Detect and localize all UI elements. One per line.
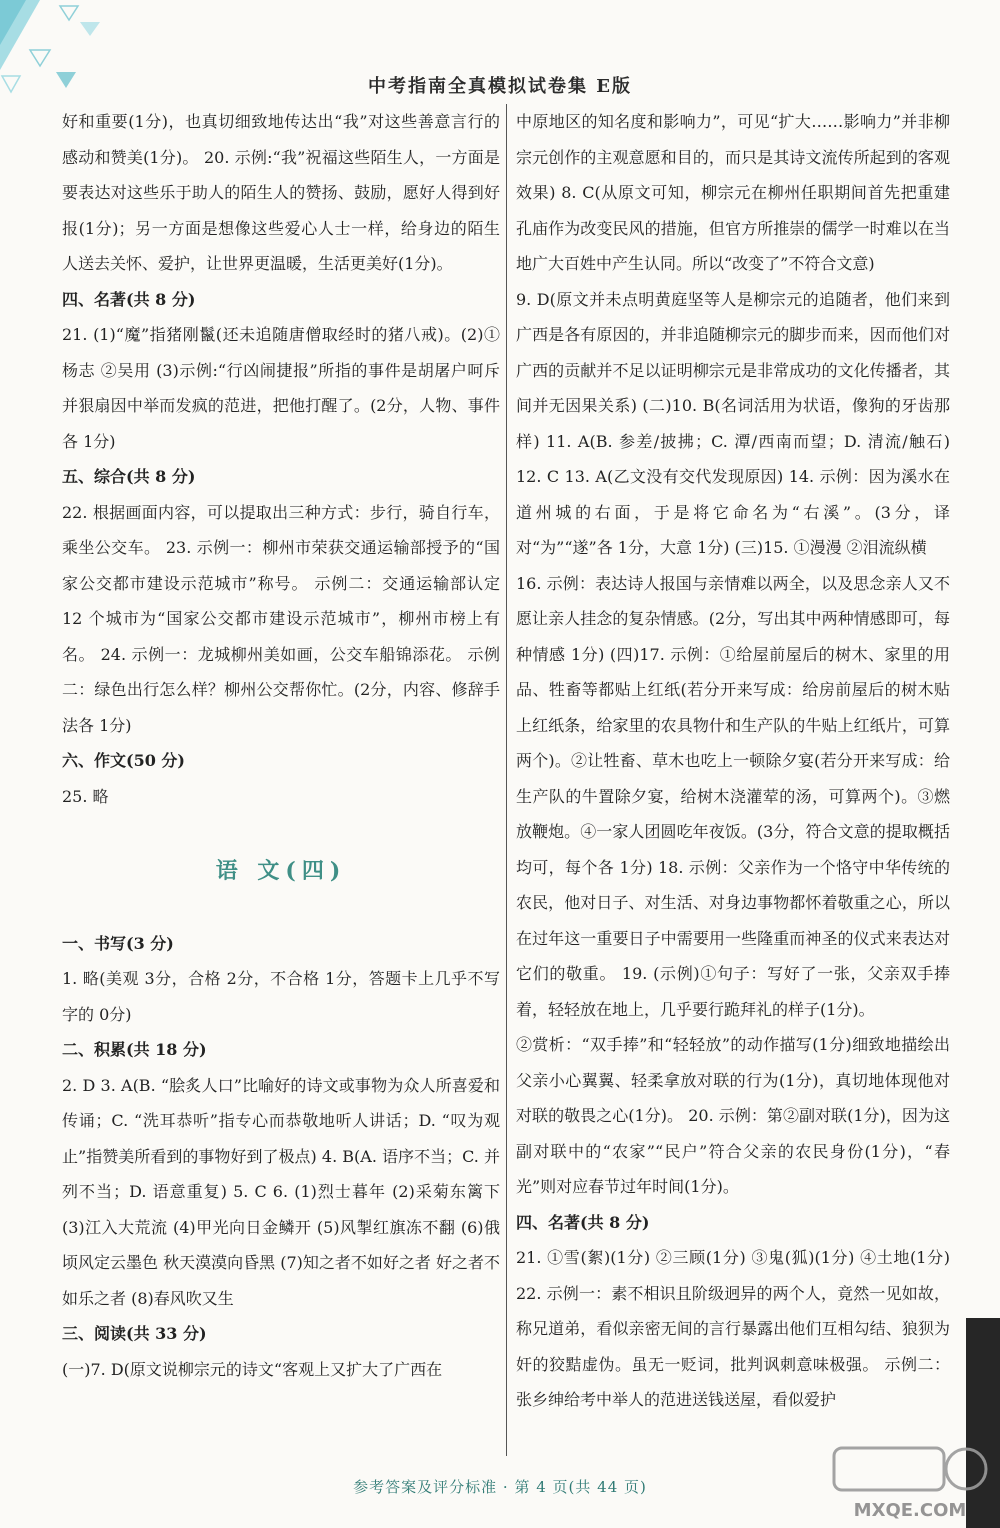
section-heading: 二、积累(共 18 分) bbox=[62, 1040, 207, 1059]
left-text-block-2 bbox=[62, 926, 500, 1388]
answer-paragraph: 21. ①雪(絮)(1分) ②三顾(1分) ③鬼(狐)(1分) ④土地(1分) 22. 示例一：素不相识且阶级迥异的两个人，竟然一见如故，称兄道弟，看似亲密无间的言行暴露出他们互相勾结、狼狈为奸的狡黠虚伪。虽无一贬词，批判讽刺意味极强。 示例二：张乡绅给考中举人的范进送钱送屋，看似爱护 bbox=[516, 1248, 950, 1409]
watermark-text: MXQE.COM bbox=[853, 1500, 967, 1521]
left-text-block bbox=[62, 104, 500, 814]
answer-paragraph: 2. D 3. A(B. “脍炙人口”比喻好的诗文或事物为众人所喜爱和传诵；C. “洗耳恭听”指专心而恭敬地听人讲话；D. “叹为观止”指赞美所看到的事物好到了极点) 4. B(A. 语序不当；C. 并列不当；D. 语意重复) 5. C 6. (1)烈士暮年 (2)采菊东篱下 (3)江入大荒流 (4)甲光向日金鳞开 (5)风掣红旗冻不翻 (6)俄顷风定云墨色 秋天漠漠向昏黑 (7)知之者不如好之者 好之者不如乐之者 (8)春风吹又生 bbox=[62, 1075, 500, 1308]
answer-paragraph: 16. 示例：表达诗人报国与亲情难以两全，以及思念亲人又不愿让亲人挂念的复杂情感。(2分，写出其中两种情感即可，每种情感 1分) (四)17. 示例：①给屋前屋后的树木、家里的用品、牲畜等都贴上红纸(若分开来写成：给房前屋后的树木贴上红纸条，给家里的农具物什和生产队的牛贴上红纸片，可算两个)。②让牲畜、草木也吃上一顿除夕宴(若分开来写成：给生产队的牛置除夕宴，给树木浇灌荤的汤，可算两个)。③燃放鞭炮。④一家人团圆吃年夜饭。(3分，符合文意的提取概括均可，每个各 1分) 18. 示例：父亲作为一个恪守中华传统的农民，他对日子、对生活、对身边事物都怀着敬重之心，所以在过年这一重要日子中需要用一些隆重而神圣的仪式来表达对它们的敬重。 19. (示例)①句子：写好了一张，父亲双手捧着，轻轻放在地上，几乎要行跪拜礼的样子(1分)。 bbox=[516, 573, 950, 1019]
answer-paragraph: 22. 根据画面内容，可以提取出三种方式：步行，骑自行车，乘坐公交车。 23. 示例一：柳州市荣获交通运输部授予的“国家公交都市建设示范城市”称号。 示例二：交通运输部认定 12 个城市为“国家公交都市建设示范城市”，柳州市榜上有名。 24. 示例一：龙城柳州美如画，公交车船锦添花。 示例二：绿色出行怎么样？柳州公交帮你忙。(2分，内容、修辞手法各 1分) bbox=[62, 502, 500, 735]
answer-paragraph: 25. 略 bbox=[62, 786, 109, 806]
answer-paragraph: 中原地区的知名度和影响力”，可见“扩大……影响力”并非柳宗元创作的主观意愿和目的，而只是其诗文流传所起到的客观效果) 8. C(从原文可知，柳宗元在柳州任职期间首先把重建孔庙作为改变民风的措施，但官方所推崇的儒学一时难以在当地广大百姓中产生认同。所以“改变了”不符合文意) bbox=[516, 112, 950, 273]
right-text-block bbox=[516, 104, 950, 1418]
answer-paragraph: 9. D(原文并未点明黄庭坚等人是柳宗元的追随者，他们来到广西是各有原因的，并非追随柳宗元的脚步而来，因而他们对广西的贡献并不足以证明柳宗元是非常成功的文化传播者，其间并无因果关系) (二)10. B(名词活用为状语，像狗的牙齿那样) 11. A(B. 参差/披拂；C. 潭/西南而望；D. 清流/触石) 12. C 13. A(乙文没有交代发现原因) 14. 示例：因为溪水在道州城的右面，于是将它命名为“右溪”。(3分，译对“为”“遂”各 1分，大意 1分) (三)15. ①漫漫 ②泪流纵横 bbox=[516, 289, 950, 557]
section-heading: 六、作文(50 分) bbox=[62, 751, 185, 770]
answer-paragraph: 好和重要(1分)，也真切细致地传达出“我”对这些善意言行的感动和赞美(1分)。 20. 示例:“我”祝福这些陌生人，一方面是要表达对这些乐于助人的陌生人的赞扬、鼓励，愿好人得到好报(1分)；另一方面是想像这些爱心人士一样，给身边的陌生人送去关怀、爱护，让世界更温暖，生活更美好(1分)。 bbox=[62, 112, 500, 273]
answer-paragraph: (一)7. D(原文说柳宗元的诗文“客观上又扩大了广西在 bbox=[62, 1359, 443, 1379]
page-footer: 参考答案及评分标准 · 第 4 页(共 44 页) bbox=[353, 1478, 647, 1496]
answer-paragraph: 21. (1)“魔”指猪刚鬣(还未追随唐僧取经时的猪八戒)。(2)①杨志 ②吴用 (3)示例:“行凶闹捷报”所指的事件是胡屠户呵斥并狠扇因中举而发疯的范进，把他打醒了。(2分，人物、事件各 1分) bbox=[62, 325, 500, 451]
section-heading: 三、阅读(共 33 分) bbox=[62, 1324, 207, 1343]
section-heading: 五、综合(共 8 分) bbox=[62, 467, 196, 486]
left-column bbox=[62, 104, 500, 1387]
answer-paragraph: 1. 略(美观 3分，合格 2分，不合格 1分，答题卡上几乎不写字的 0分) bbox=[62, 969, 500, 1024]
column-divider bbox=[506, 104, 507, 1456]
section-heading: 一、书写(3 分) bbox=[62, 933, 174, 953]
section-title: 语 文(四) bbox=[215, 858, 347, 884]
answer-paragraph: ②赏析：“双手捧”和“轻轻放”的动作描写(1分)细致地描绘出父亲小心翼翼、轻柔拿放对联的行为(1分)，真切地体现他对对联的敬畏之心(1分)。 20. 示例：第②副对联(1分)，因为这副对联中的“农家”“民户”符合父亲的农民身份(1分)，“春光”则对应春节过年时间(1分)。 bbox=[516, 1035, 950, 1196]
page-header: 中考指南全真模拟试卷集 E版 bbox=[368, 76, 632, 97]
right-column bbox=[516, 104, 950, 1418]
watermark-logo bbox=[830, 1444, 990, 1524]
section-heading: 四、名著(共 8 分) bbox=[516, 1212, 650, 1232]
section-heading: 四、名著(共 8 分) bbox=[62, 289, 196, 309]
